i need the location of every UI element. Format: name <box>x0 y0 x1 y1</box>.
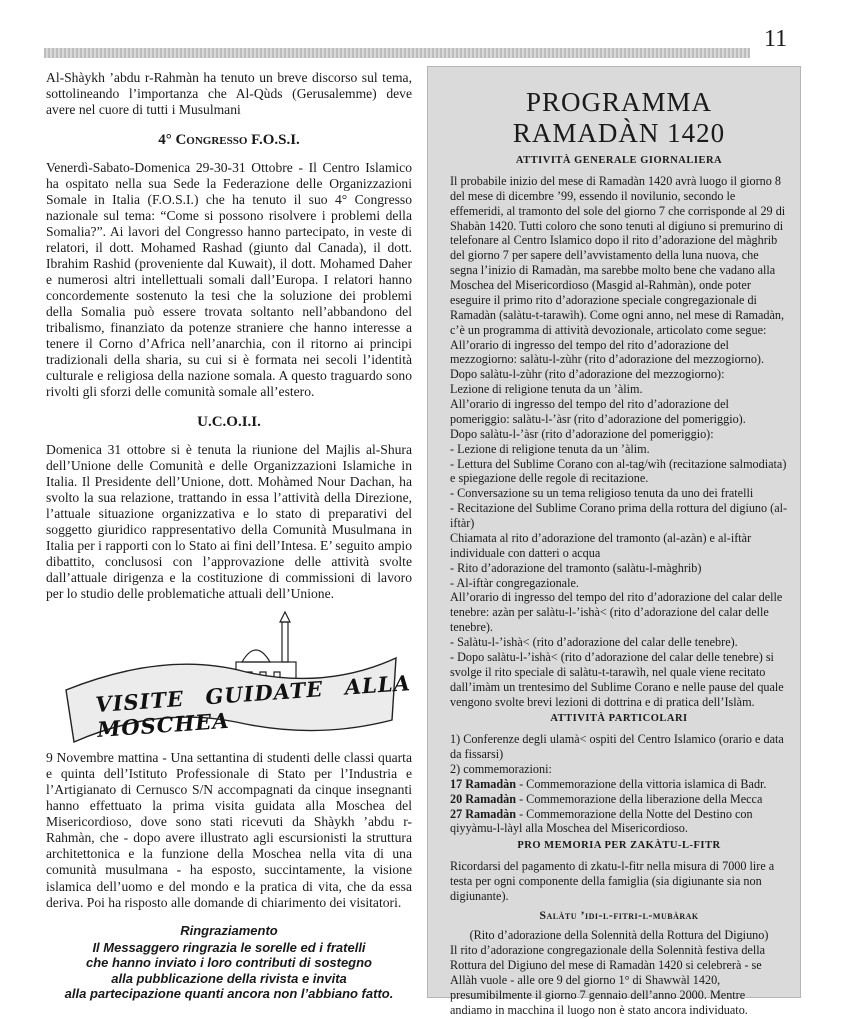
thanks-block <box>46 923 412 1002</box>
top-rule-bar <box>44 48 750 58</box>
commemoration-text: - Commemorazione della Notte del Destino con qiyyàmu-l-làyl alla Moschea del Misericordioso. <box>450 806 753 836</box>
commemoration-item <box>450 807 788 837</box>
daily-line: All’orario di ingresso del tempo del rito d’adorazione del calar delle tenebre: azàn per salàtu-l-’ishà< (rito d’adorazione del calar delle tenebre). <box>450 590 783 635</box>
daily-line: Chiamata al rito d’adorazione del tramonto (al-azàn) e al-iftàr individuale con datteri o acqua <box>450 530 752 560</box>
daily-line: - Conversazione su un tema religioso tenuta da uno dei fratelli <box>450 486 754 501</box>
particular-line: 2) commemorazioni: <box>450 761 552 776</box>
program-title-line: PROGRAMMA <box>525 87 713 117</box>
thanks-line: Il Messaggero ringrazia le sorelle ed i fratelli <box>92 939 366 955</box>
daily-heading: ATTIVITÀ GENERALE GIORNALIERA <box>515 155 723 167</box>
daily-line: - Al-iftàr congregazionale. <box>450 575 579 590</box>
program-title <box>450 87 788 149</box>
commemoration-date: 27 Ramadàn <box>450 806 517 821</box>
daily-line: Dopo salàtu-l-zùhr (rito d’adorazione del mezzogiorno): <box>450 367 725 382</box>
commemoration-date: 20 Ramadàn <box>450 791 517 806</box>
program-title-line: RAMADÀN 1420 <box>512 118 726 149</box>
eid-subtitle: (Rito d’adorazione della Solennità della Rottura del Digiuno) <box>469 928 769 943</box>
daily-line: Lezione di religione tenuta da un ’àlim. <box>450 382 643 397</box>
daily-line: - Rito d’adorazione del tramonto (salàtu-l-màghrib) <box>450 560 702 575</box>
banner-title: VISITE GUIDATE ALLA MOSCHEA <box>94 670 412 742</box>
commemoration-text: - Commemorazione della vittoria islamica di Badr. <box>516 776 767 791</box>
commemoration-date: 17 Ramadàn <box>450 776 517 791</box>
daily-line: - Lettura del Sublime Corano con al-tag/wìh (recitazione salmodiata) e spiegazione delle regole di recitazione. <box>450 456 787 486</box>
page-number: 11 <box>764 26 788 52</box>
commemoration-item <box>450 792 788 807</box>
daily-line: - Recitazione del Sublime Corano prima della rottura del digiuno (al-iftàr) <box>450 501 788 531</box>
commemoration-item <box>450 777 788 792</box>
eid-paragraph: Il rito d’adorazione congregazionale della Solennità festiva della Rottura del Digiuno del mese di Ramadàn 1420 si celebrerà - se Allàh vuole - alle ore 9 del giorno 1° di Shawwàl 1420, presumibilmente il giorno 7 gennaio dell’anno 2000. Mentre andiamo in macchina il luogo non è stato ancora individuato. <box>450 943 766 1017</box>
particular-heading: ATTIVITÀ PARTICOLARI <box>550 713 688 725</box>
intro-paragraph: Al-Shàykh ’abdu r-Rahmàn ha tenuto un breve discorso sul tema, sottolineando l’importanza che Al-Qùds (Gerusalemme) deve avere nel cuore di tutti i Musulmani <box>46 70 412 118</box>
daily-line: - Lezione di religione tenuta da un ’àlim. <box>450 441 650 456</box>
memo-paragraph: Ricordarsi del pagamento di zkatu-l-fitr nella misura di 7000 lire a testa per ogni componente della famiglia (sia digiunante sia non digiunante). <box>450 859 775 903</box>
visit-paragraph: 9 Novembre mattina - Una settantina di studenti delle classi quarta e quinta dell’Istituto Professionale di Stato per l’Industria e l’Artigianato di Cernusco S/N accompagnati da cinque insegnanti hanno effettuato la prima visita guidata alla Moschea del Misericordioso, dove sono stati ricevuti da Shàykh ’abdu r-Rahmàn, che - dopo avere illustrato agli escursionisti la struttura architettonica e la funzione della Moschea nella vita di una comunità musulmana - ha esposto, succintamente, la visione islamica dell’uomo e del mondo e la pratica di vita, che da essa deriva. Poi ha risposto alle domande di chiarimento dei visitatori. <box>46 750 412 910</box>
mosque-visit-banner <box>46 610 412 750</box>
left-column <box>46 70 412 1001</box>
congress-heading: 4° Congresso F.O.S.I. <box>158 132 300 149</box>
ramadan-program-box <box>427 66 801 1017</box>
ucoii-heading: U.C.O.I.I. <box>197 414 261 431</box>
commemoration-text: - Commemorazione della liberazione della Mecca <box>516 791 763 806</box>
memo-heading: PRO MEMORIA PER ZAKÀTU-L-FITR <box>517 840 721 852</box>
thanks-line: alla pubblicazione della rivista e invita <box>111 970 347 986</box>
ucoii-paragraph: Domenica 31 ottobre si è tenuta la riunione del Majlis al-Shura dell’Unione delle Comunità e delle Organizzazioni Islamiche in Italia. Il Presidente dell’Unione, dott. Mohàmed Nour Dachan, ha svolto la sua relazione, trattando in essa l’attività della Direzione, l’attuale situazione organizzativa e lo stato di preparativi del soggetto giuridico rappresentativo della Comunità Musulmana in Italia per i rapporti con lo Stato ai fini dell’Intesa. E’ seguito ampio dibattito, conclusosi con l’approvazione delle attività svolte dall’attuale dirigenza e la costituzione di commissioni di lavoro per lo studio delle problematiche attuali dell’Unione. <box>46 441 412 602</box>
congress-paragraph: Venerdì-Sabato-Domenica 29-30-31 Ottobre - Il Centro Islamico ha ospitato nella sua Sede la Federazione delle Organizzazioni Somale in Italia (F.O.S.I.) che ha tenuto il suo 4° Congresso nazionale sul tema: “Come si possono risolvere i problemi della Somalia?”. Ai lavori del Congresso hanno partecipato, in veste di relatori, il dott. Mohamed Rashad (giunto dal Canada), il dott. Ibrahim Rashid (proveniente dal Kuwait), il dott. Mohamed Daher e numerosi altri intellettuali somali dall’Europa. I relatori hanno concordemente sostenuto la tesi che la soluzione dei problemi della Somalia può essere trovata soltanto nell’abbandono del tribalismo, finanziato da potenze straniere che hanno interesse a tenere il Corno d’Africa nell’anarchia, con il ritorno ai principi tradizionali della sharia, su cui si è formata nei secoli l’identità culturale e religiosa della nazione somala. A questo traguardo sono rivolti gli sforzi delle comunità somale all’estero. <box>46 159 412 400</box>
eid-heading: Salàtu ’idi-l-fitri-l-mubàrak <box>539 907 699 922</box>
particular-line: 1) Conferenze degli ulamà< ospiti del Centro Islamico (orario e data da fissarsi) <box>450 732 784 762</box>
daily-line: - Salàtu-l-’ishà< (rito d’adorazione del calar delle tenebre). <box>450 635 738 650</box>
daily-line: All’orario di ingresso del tempo del rito d’adorazione del mezzogiorno: salàtu-l-zùhr (rito d’adorazione del mezzogiorno). <box>450 337 765 367</box>
thanks-line: alla partecipazione quanti ancora non l’abbiano fatto. <box>64 985 394 1001</box>
thanks-line: che hanno inviato i loro contributi di sostegno <box>85 955 372 971</box>
thanks-title: Ringraziamento <box>180 922 278 938</box>
daily-line: All’orario di ingresso del tempo del rito d’adorazione del pomeriggio: salàtu-l-’àsr (rito d’adorazione del pomeriggio). <box>450 397 746 426</box>
daily-line: Dopo salàtu-l-’àsr (rito d’adorazione del pomeriggio): <box>450 426 714 441</box>
daily-line: - Dopo salàtu-l-’ishà< (rito d’adorazione del calar delle tenebre) si svolge il rito speciale di salàtu-t-tarawìh, nel quale viene recitato dall’imàm un trentesimo del Sublime Corano e nelle pause del quale vengono svolte brevi lezioni di dottrina e di pratica dell’Islàm. <box>450 649 784 709</box>
daily-intro: Il probabile inizio del mese di Ramadàn 1420 avrà luogo il giorno 8 del mese di dicembre ’99, essendo il novilunio, secondo le effemeridi, al tramonto del sole del giorno 7 che corrisponde al 29 di Shabàn 1420. Tutti coloro che sono tenuti al digiuno si premurino di telefonare al Centro Islamico dopo il rito d’adorazione del màghrib del giorno 7 per sapere dell’avvistamento della luna nuova, che segna l’inizio di Ramadàn, ma sarebbe molto bene che vadano alla Moschea del Misericordioso (Masgid al-Rahmàn), onde poter eseguire il primo rito d’adorazione speciale congregazionale di Ramadàn (salàtu-t-tarawìh). Come ogni anno, nel mese di Ramadàn, c’è un programma di attività devozionale, articolato come segue: <box>450 173 786 337</box>
